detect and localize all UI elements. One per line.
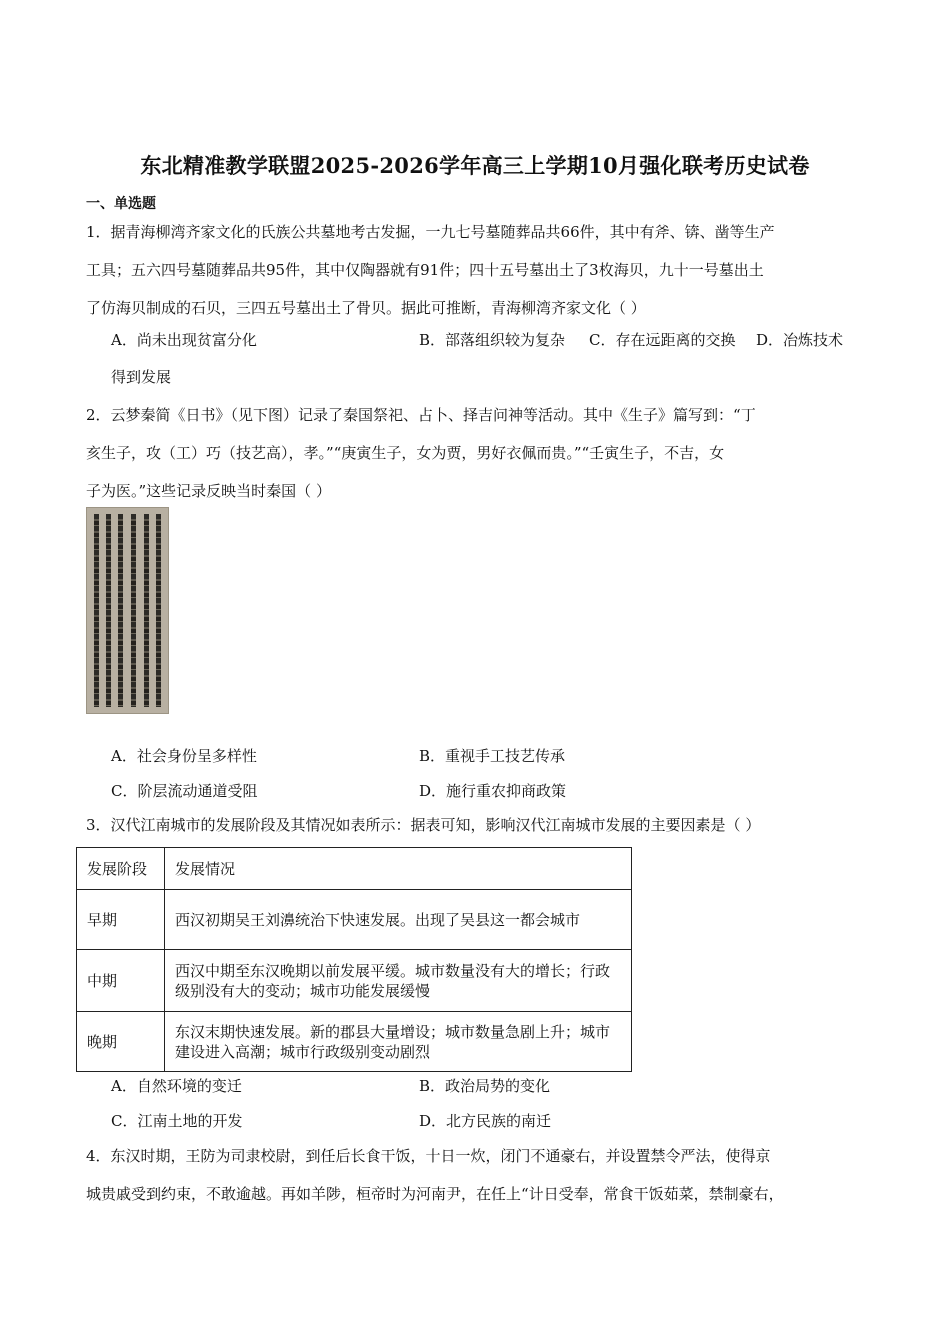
- bamboo-slip: [144, 514, 149, 707]
- table-cell: 东汉末期快速发展。新的郡县大量增设；城市数量急剧上升；城市建设进入高潮；城市行政级别变动剧烈: [165, 1012, 632, 1072]
- question-1-line-3: 了仿海贝制成的石贝，三四五号墓出土了骨贝。据此可推断，青海柳湾齐家文化（ ）: [86, 299, 646, 317]
- question-1-line-1: 1．据青海柳湾齐家文化的氏族公共墓地考古发掘，一九七号墓随葬品共66件，其中有斧、锛、凿等生产: [86, 223, 775, 241]
- exam-title: 东北精准教学联盟2025-2026学年高三上学期10月强化联考历史试卷: [140, 153, 810, 178]
- table-row: [77, 890, 632, 950]
- q2-option-b[interactable]: B．重视手工技艺传承: [419, 747, 566, 765]
- table-header-cell: 发展情况: [165, 848, 632, 890]
- table-row: [77, 950, 632, 1012]
- q2-option-c[interactable]: C．阶层流动通道受阻: [111, 782, 258, 800]
- bamboo-slips-image: [86, 507, 169, 714]
- development-table: [76, 847, 632, 1072]
- question-1-line-2: 工具；五六四号墓随葬品共95件，其中仅陶器就有91件；四十五号墓出土了3枚海贝，九十一号墓出土: [86, 261, 764, 279]
- table-header-cell: 发展阶段: [77, 848, 165, 890]
- question-2-line-3: 子为医。”这些记录反映当时秦国（ ）: [86, 482, 331, 500]
- bamboo-slip: [118, 514, 123, 707]
- q3-option-a[interactable]: A．自然环境的变迁: [111, 1077, 242, 1095]
- table-cell: 西汉初期吴王刘濞统治下快速发展。出现了吴县这一都会城市: [165, 890, 632, 950]
- q1-option-b[interactable]: B．部落组织较为复杂: [419, 331, 566, 349]
- question-4-line-2: 城贵戚受到约束，不敢逾越。再如羊陟，桓帝时为河南尹，在任上“计日受奉，常食干饭茹菜，禁制豪右，: [86, 1185, 784, 1203]
- table-header-row: [77, 848, 632, 890]
- q1-option-a[interactable]: A．尚未出现贫富分化: [111, 331, 257, 349]
- question-2-line-1: 2．云梦秦简《日书》（见下图）记录了秦国祭祀、占卜、择吉问神等活动。其中《生子》篇写到：“丁: [86, 406, 756, 424]
- q3-option-c[interactable]: C．江南土地的开发: [111, 1112, 243, 1130]
- section-heading: 一、单选题: [86, 196, 156, 212]
- q3-option-d[interactable]: D．北方民族的南迁: [419, 1112, 552, 1130]
- bamboo-slip: [94, 514, 99, 707]
- table-row: [77, 1012, 632, 1072]
- bamboo-slip: [131, 514, 136, 707]
- q1-option-d-continued: 得到发展: [111, 368, 172, 386]
- q2-option-a[interactable]: A．社会身份呈多样性: [111, 747, 257, 765]
- table-cell: 中期: [77, 950, 165, 1012]
- q1-option-c[interactable]: C．存在远距离的交换: [589, 331, 736, 349]
- bamboo-slip: [106, 514, 111, 707]
- q2-option-d[interactable]: D．施行重农抑商政策: [419, 782, 567, 800]
- q1-option-d[interactable]: D．冶炼技术: [756, 331, 844, 349]
- question-2-line-2: 亥生子，攻（工）巧（技艺高），孝。”“庚寅生子，女为贾，男好衣佩而贵。”“壬寅生子，不吉，女: [86, 444, 725, 462]
- q3-option-b[interactable]: B．政治局势的变化: [419, 1077, 551, 1095]
- table-cell: 西汉中期至东汉晚期以前发展平缓。城市数量没有大的增长；行政级别没有大的变动；城市功能发展缓慢: [165, 950, 632, 1012]
- question-3-stem: 3．汉代江南城市的发展阶段及其情况如表所示：据表可知，影响汉代江南城市发展的主要因素是（ ）: [86, 816, 761, 834]
- table-cell: 早期: [77, 890, 165, 950]
- bamboo-slip: [156, 514, 161, 707]
- question-4-line-1: 4．东汉时期，王防为司隶校尉，到任后长食干饭，十日一炊，闭门不通豪右，并设置禁令严法，使得京: [86, 1147, 771, 1165]
- table-cell: 晚期: [77, 1012, 165, 1072]
